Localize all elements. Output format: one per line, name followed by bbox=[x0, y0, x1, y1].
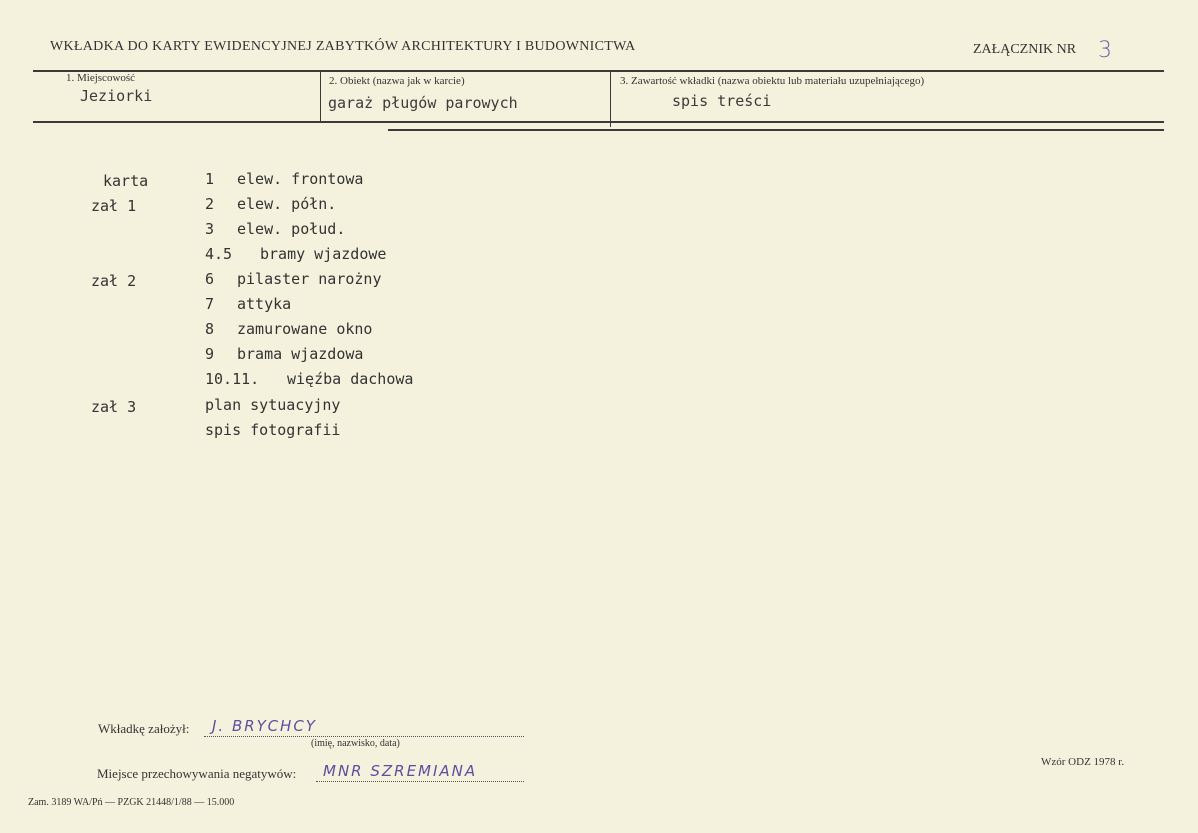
list-item-number: 8 bbox=[205, 320, 215, 338]
list-item-number: 10.11. bbox=[205, 370, 260, 388]
list-item-number: 2 bbox=[205, 195, 215, 213]
founder-line bbox=[204, 736, 524, 737]
print-info: Zam. 3189 WA/Pń — PZGK 21448/1/88 — 15.000 bbox=[28, 797, 235, 808]
list-item-number: 7 bbox=[205, 295, 215, 313]
list-item-number: 6 bbox=[205, 270, 215, 288]
locality-label: 1. Miejscowość bbox=[66, 72, 136, 84]
list-item-group: zał 1 bbox=[91, 197, 137, 215]
list-item-text: brama wjazdowa bbox=[237, 345, 364, 363]
object-label: 2. Obiekt (nazwa jak w karcie) bbox=[329, 75, 465, 87]
founder-hint: (imię, nazwisko, data) bbox=[311, 738, 400, 749]
content-label: 3. Zawartość wkładki (nazwa obiektu lub materiału uzupełniającego) bbox=[620, 75, 925, 87]
negatives-line bbox=[316, 781, 524, 782]
list-item-text: elew. półn. bbox=[237, 195, 337, 213]
list-item-group: zał 3 bbox=[91, 398, 137, 416]
column-divider-2 bbox=[610, 71, 611, 127]
list-item-text: więźba dachowa bbox=[287, 370, 414, 388]
locality-value: Jeziorki bbox=[80, 87, 153, 105]
list-item-text: attyka bbox=[237, 295, 292, 313]
founder-label: Wkładkę założył: bbox=[98, 721, 190, 736]
header-top-rule bbox=[33, 70, 1164, 72]
negatives-location: MNR SZREMIANA bbox=[323, 762, 478, 780]
annex-label: ZAŁĄCZNIK NR bbox=[973, 42, 1077, 57]
list-item-text: pilaster narożny bbox=[237, 270, 382, 288]
founder-signature: J. BRYCHCY bbox=[212, 717, 317, 735]
negatives-label: Miejsce przechowywania negatywów: bbox=[97, 766, 297, 781]
list-item-text: elew. frontowa bbox=[237, 170, 364, 188]
list-item-group: zał 2 bbox=[91, 272, 137, 290]
content-value: spis treści bbox=[672, 92, 772, 110]
list-item-text: elew. połud. bbox=[237, 220, 346, 238]
list-item-text: plan sytuacyjny bbox=[205, 396, 341, 414]
header-bottom-rule bbox=[388, 129, 1164, 131]
card-title: WKŁADKA DO KARTY EWIDENCYJNEJ ZABYTKÓW ARCHITEKTURY I BUDOWNICTWA bbox=[50, 39, 636, 54]
column-divider-1 bbox=[320, 71, 321, 122]
annex-number: 3 bbox=[1098, 38, 1112, 63]
list-item-group: karta bbox=[103, 172, 149, 190]
list-item-text: bramy wjazdowe bbox=[260, 245, 387, 263]
object-value: garaż pługów parowych bbox=[328, 94, 518, 112]
form-version: Wzór ODZ 1978 r. bbox=[1041, 756, 1125, 768]
list-item-number: 3 bbox=[205, 220, 215, 238]
list-item-text: zamurowane okno bbox=[237, 320, 373, 338]
list-item-text: spis fotografii bbox=[205, 421, 341, 439]
list-item-number: 1 bbox=[205, 170, 215, 188]
list-item-number: 4.5 bbox=[205, 245, 233, 263]
list-item-number: 9 bbox=[205, 345, 215, 363]
header-mid-rule bbox=[33, 121, 1164, 123]
